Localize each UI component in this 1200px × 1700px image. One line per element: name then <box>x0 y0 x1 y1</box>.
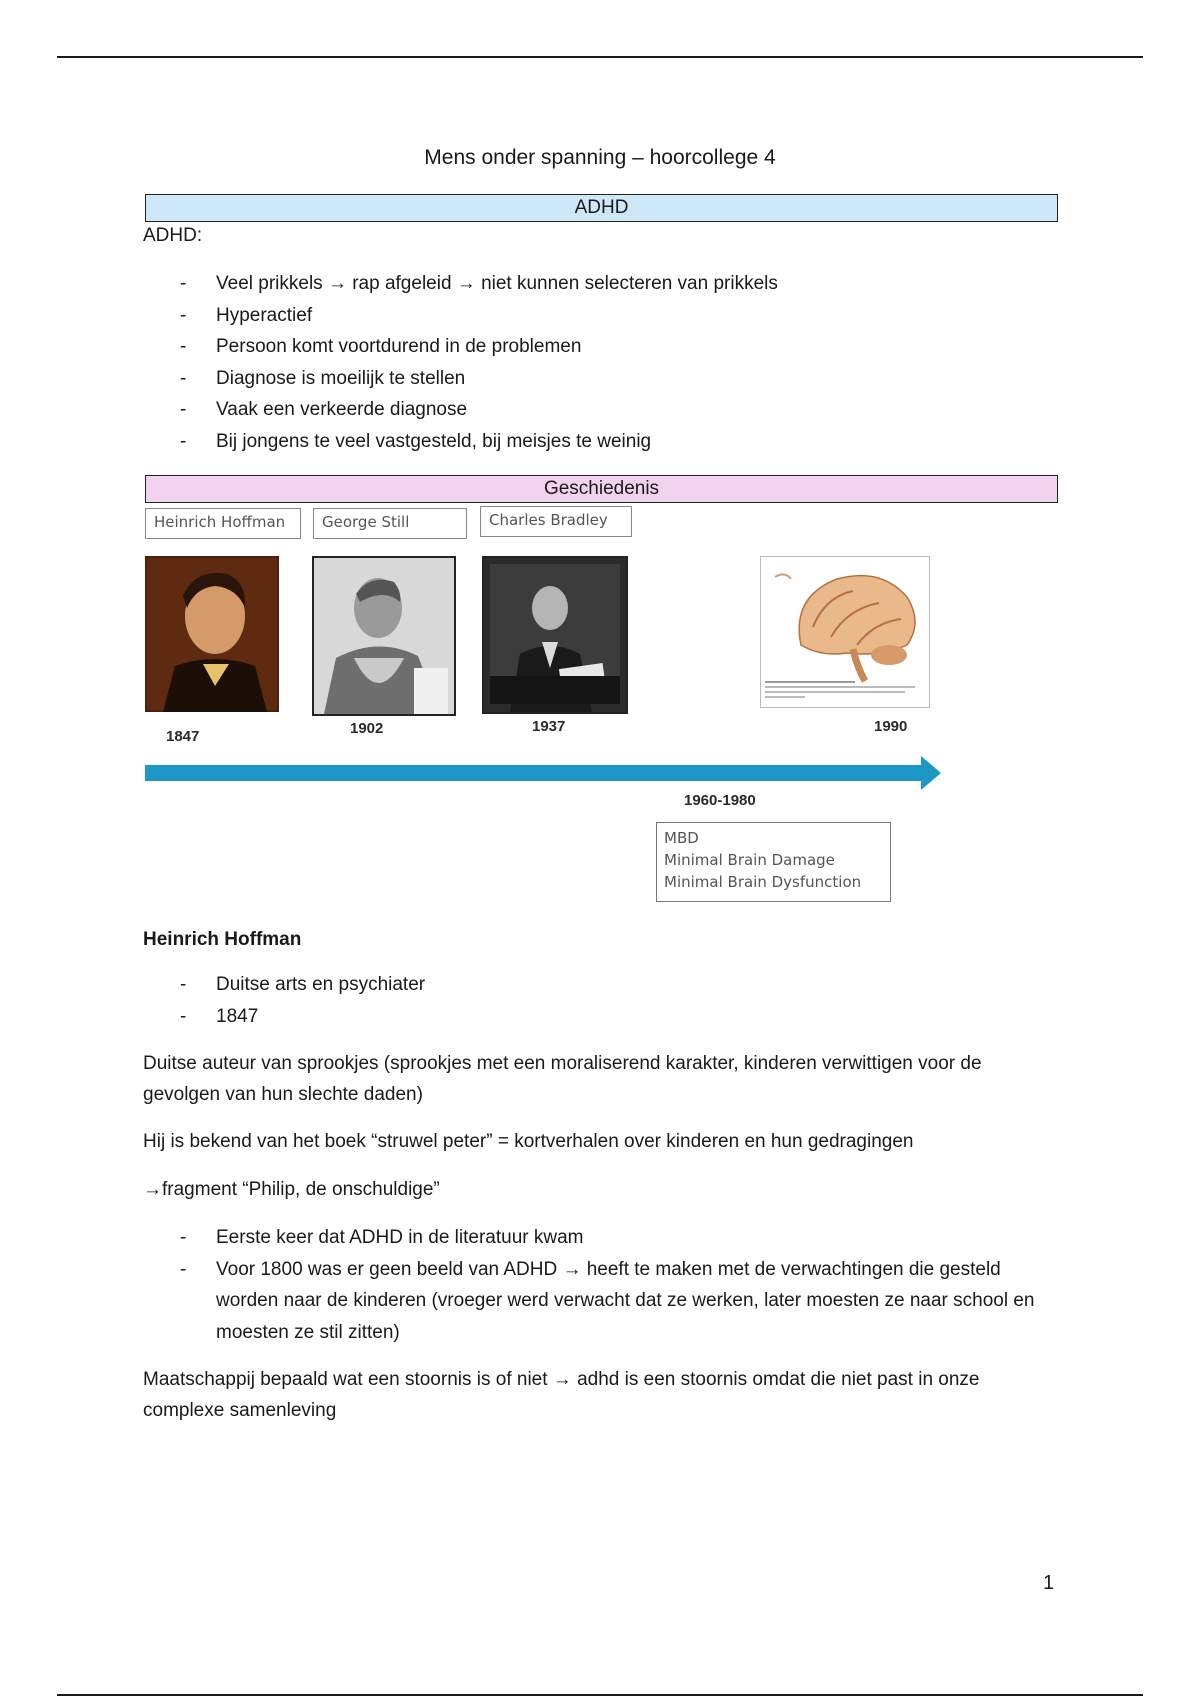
paragraph: Maatschappij bepaald wat een stoornis is of niet → adhd is een stoornis omdat die niet past in onze complexe samenleving <box>143 1369 980 1421</box>
year-label: 1937 <box>532 718 566 735</box>
page-number: 1 <box>1043 1572 1055 1594</box>
list-item: - Persoon komt voortdurend in de problemen <box>143 331 1063 363</box>
bottom-rule <box>57 1694 1143 1696</box>
paragraph: Duitse auteur van sprookjes (sprookjes met een moraliserend karakter, kinderen verwittigen voor de gevolgen van hun slechte daden) <box>143 1053 982 1105</box>
list-item: - 1847 <box>143 1001 1063 1033</box>
paragraph: Hij is bekend van het boek “struwel peter” = kortverhalen over kinderen en hun gedragingen <box>143 1131 914 1152</box>
mbd-line: Minimal Brain Dysfunction <box>664 873 862 891</box>
year-label: 1847 <box>166 728 200 745</box>
list-item: - Duitse arts en psychiater <box>143 969 1063 1001</box>
portrait-heinrich-hoffman <box>145 556 279 712</box>
hoffman-bullet-list <box>143 969 1063 1032</box>
portrait-charles-bradley <box>482 556 628 714</box>
top-rule <box>57 56 1143 58</box>
section-header-adhd: ADHD <box>145 194 1058 222</box>
name-label-heinrich-hoffman: Heinrich Hoffman <box>145 508 301 539</box>
brain-diagram-image <box>760 556 930 708</box>
adhd-intro: ADHD: <box>143 225 203 246</box>
section-heading-hoffman: Heinrich Hoffman <box>143 929 302 950</box>
mbd-textbox <box>656 822 891 902</box>
list-item: - Diagnose is moeilijk te stellen <box>143 363 1063 395</box>
mbd-line: MBD <box>664 829 699 847</box>
portrait-george-still <box>312 556 456 716</box>
list-item: - Hyperactief <box>143 300 1063 332</box>
list-item: - Bij jongens te veel vastgesteld, bij meisjes te weinig <box>143 426 1063 458</box>
list-item: - Vaak een verkeerde diagnose <box>143 394 1063 426</box>
list-item: - Voor 1800 was er geen beeld van ADHD → heeft te maken met de verwachtingen die gesteld worden naar de kinderen (vroeger werd verwacht dat ze werken, later moesten ze naar school en moesten ze stil zitten) <box>143 1254 1063 1349</box>
page-title: Mens onder spanning – hoorcollege 4 <box>424 146 776 169</box>
name-label-george-still: George Still <box>313 508 467 539</box>
list-item: - Eerste keer dat ADHD in de literatuur kwam <box>143 1222 1063 1254</box>
timeline-arrow <box>145 756 941 790</box>
hoffman-bullet-list-2 <box>143 1222 1063 1348</box>
year-label: 1902 <box>350 720 384 737</box>
year-label-range: 1960-1980 <box>684 792 756 809</box>
adhd-bullet-list <box>143 268 1063 457</box>
year-label: 1990 <box>874 718 908 735</box>
paragraph-fragment: →fragment “Philip, de onschuldige” <box>143 1179 440 1200</box>
name-label-charles-bradley: Charles Bradley <box>480 506 632 537</box>
mbd-line: Minimal Brain Damage <box>664 851 835 869</box>
list-item: - Veel prikkels → rap afgeleid → niet kunnen selecteren van prikkels <box>143 268 1063 300</box>
section-header-geschiedenis: Geschiedenis <box>145 475 1058 503</box>
